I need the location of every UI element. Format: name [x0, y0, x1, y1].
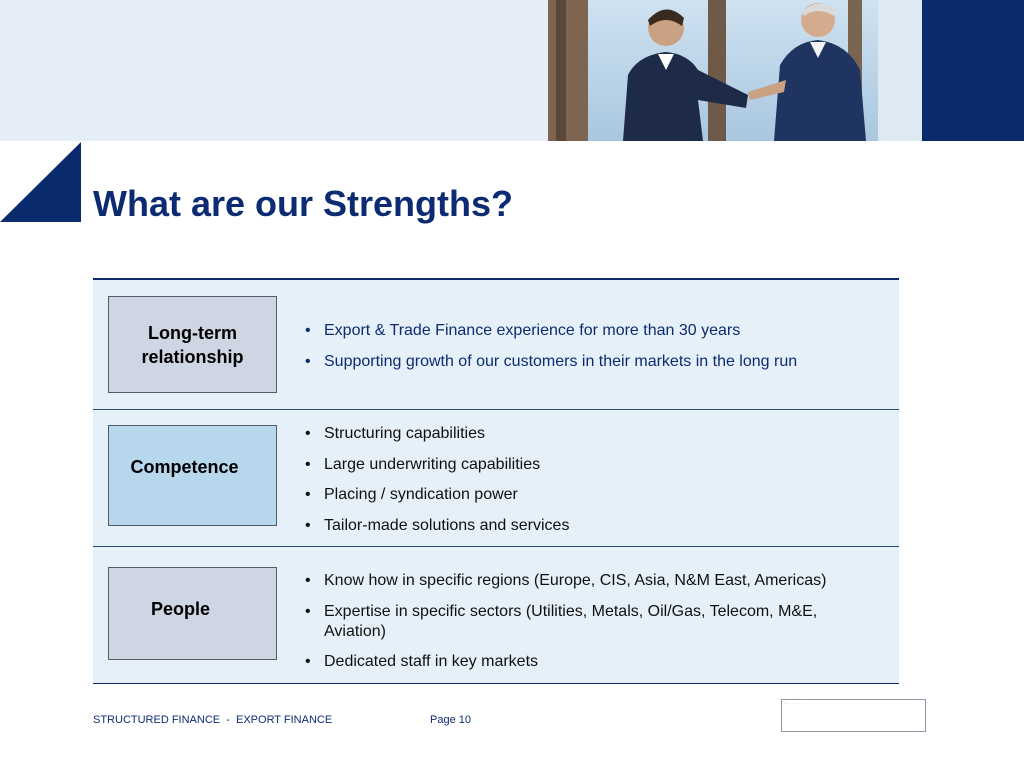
strength-label [108, 425, 277, 526]
strength-label [108, 567, 277, 660]
strength-row-people [93, 547, 899, 684]
strength-label-text: Long-term relationship [141, 322, 244, 367]
strength-label-text: Competence [130, 456, 239, 477]
bullet-item: • Placing / syndication power [304, 485, 879, 505]
footer-page-number: Page 10 [430, 714, 471, 726]
bullet-list [304, 321, 879, 382]
header-accent-block [922, 0, 1024, 141]
strength-label-text: People [150, 598, 211, 619]
footer-stamp-box [781, 699, 926, 732]
bullet-item: • Supporting growth of our customers in their markets in the long run [304, 352, 879, 372]
page-title: What are our Strengths? [93, 183, 514, 224]
strength-row-competence [93, 410, 899, 547]
bullet-item: • Dedicated staff in key markets [304, 652, 879, 672]
bullet-item: • Export & Trade Finance experience for more than 30 years [304, 321, 879, 341]
strength-row-long-term [93, 280, 899, 410]
bullet-list [304, 424, 879, 546]
strength-label [108, 296, 277, 393]
corner-triangle-decoration [0, 142, 81, 222]
header-photo [548, 0, 922, 141]
bullet-item: • Tailor-made solutions and services [304, 516, 879, 536]
footer-department: STRUCTURED FINANCE - EXPORT FINANCE [93, 714, 333, 726]
stamp-fine-print: ▪ ············ ····· [785, 701, 805, 705]
bullet-item: • Know how in specific regions (Europe, CIS, Asia, N&M East, Americas) [304, 571, 879, 591]
bullet-list [304, 571, 879, 683]
bullet-item: • Expertise in specific sectors (Utilities, Metals, Oil/Gas, Telecom, M&E, Aviation) [304, 602, 879, 642]
strengths-table [93, 278, 899, 685]
bullet-item: • Structuring capabilities [304, 424, 879, 444]
bullet-item: • Large underwriting capabilities [304, 455, 879, 475]
